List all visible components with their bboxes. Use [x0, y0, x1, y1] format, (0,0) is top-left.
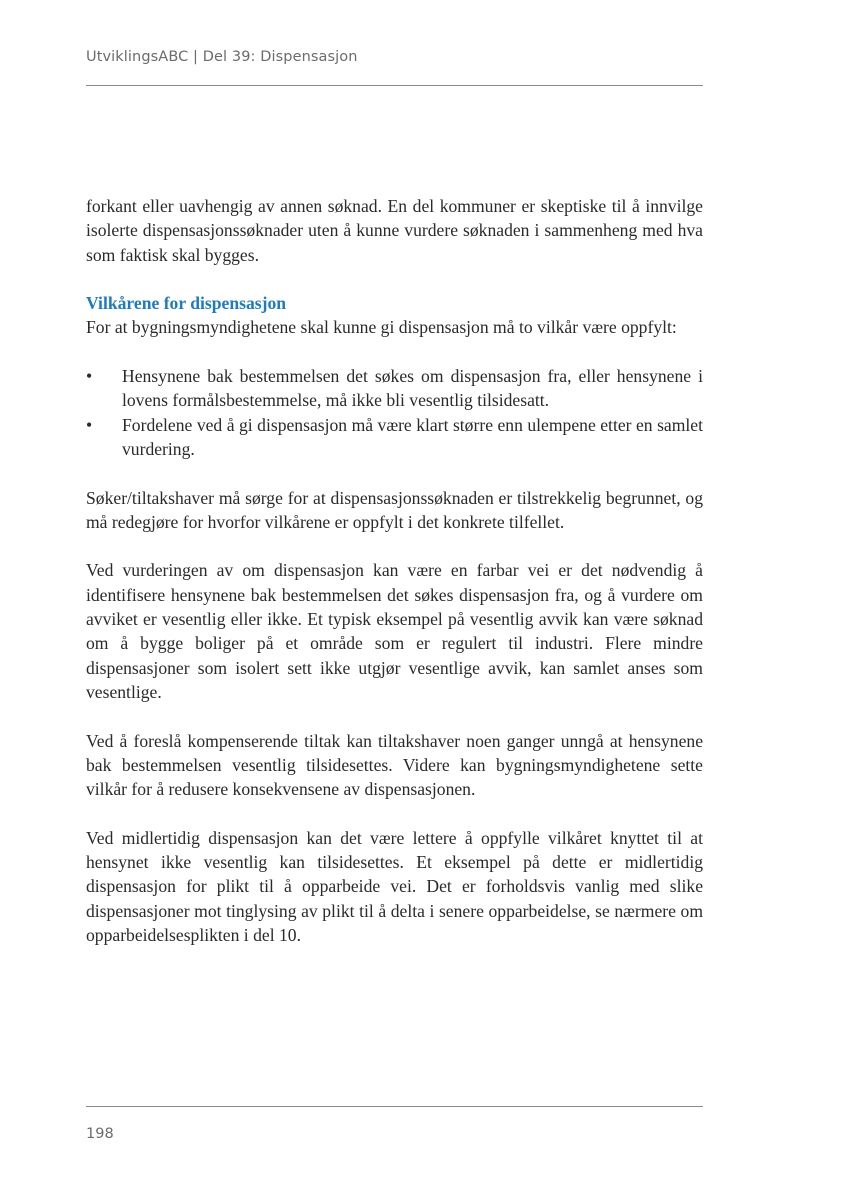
body-text [86, 194, 703, 947]
bullet-icon: • [86, 366, 93, 387]
paragraph-applicant-justification: Søker/tiltakshaver må sørge for at dispensasjonssøknaden er tilstrekkelig begrunnet, og må redegjøre for hvorfor vilkårene er oppfylt i det konkrete tilfellet. [86, 487, 703, 532]
list-item-text: Hensynene bak bestemmelsen det søkes om dispensasjon fra, eller hensynene i lovens formålsbestemmelse, må ikke bli vesentlig tilsidesatt. [122, 366, 703, 411]
bullet-icon: • [86, 414, 93, 435]
paragraph-compensating-measures: Ved å foreslå kompenserende tiltak kan tiltakshaver noen ganger unngå at hensynene bak bestemmelsen vesentlig tilsidesettes. Videre kan bygningsmyndighetene sette vilkår for å redusere konsekvensene av dispensasjonen. [86, 730, 703, 800]
list-item-text: Fordelene ved å gi dispensasjon må være klart større enn ulempene etter en samlet vurdering. [122, 414, 703, 459]
page-number: 198 [86, 1126, 114, 1142]
section-intro-paragraph: For at bygningsmyndighetene skal kunne gi dispensasjon må to vilkår være oppfylt: [86, 317, 677, 338]
footer-rule [86, 1106, 703, 1107]
conditions-list [86, 364, 703, 461]
paragraph-assessment: Ved vurderingen av om dispensasjon kan være en farbar vei er det nødvendig å identifisere hensynene bak bestemmelsen det søkes dispensasjon fra, og å vurdere om avviket er vesentlig eller ikke. Et typisk eksempel på vesentlig avvik kan være søknad om å bygge boliger på et område som er regulert til industri. Flere mindre dispensasjoner som isolert sett ikke utgjør vesentlige avvik, kan samlet anses som vesentlige. [86, 560, 703, 702]
section-heading: Vilkårene for dispensasjon [86, 293, 287, 314]
intro-paragraph: forkant eller uavhengig av annen søknad. En del kommuner er skeptiske til å innvilge isolerte dispensasjonssøknader uten å kunne vurdere søknaden i sammenheng med hva som faktisk skal bygges. [86, 196, 703, 265]
paragraph-temporary-dispensation: Ved midlertidig dispensasjon kan det være lettere å oppfylle vilkåret knyttet til at hensynet ikke vesentlig kan tilsidesettes. Et eksempel på dette er midlertidig dispensasjon for plikt til å opparbeide vei. Det er forholdsvis vanlig med slike dispensasjoner mot tinglysing av plikt til å delta i senere opparbeidelse, se nærmere om opparbeidelsesplikten i del 10. [86, 827, 703, 945]
list-item [86, 413, 703, 462]
list-item [86, 364, 703, 413]
running-header: UtviklingsABC | Del 39: Dispensasjon [86, 49, 358, 65]
header-rule [86, 85, 703, 86]
